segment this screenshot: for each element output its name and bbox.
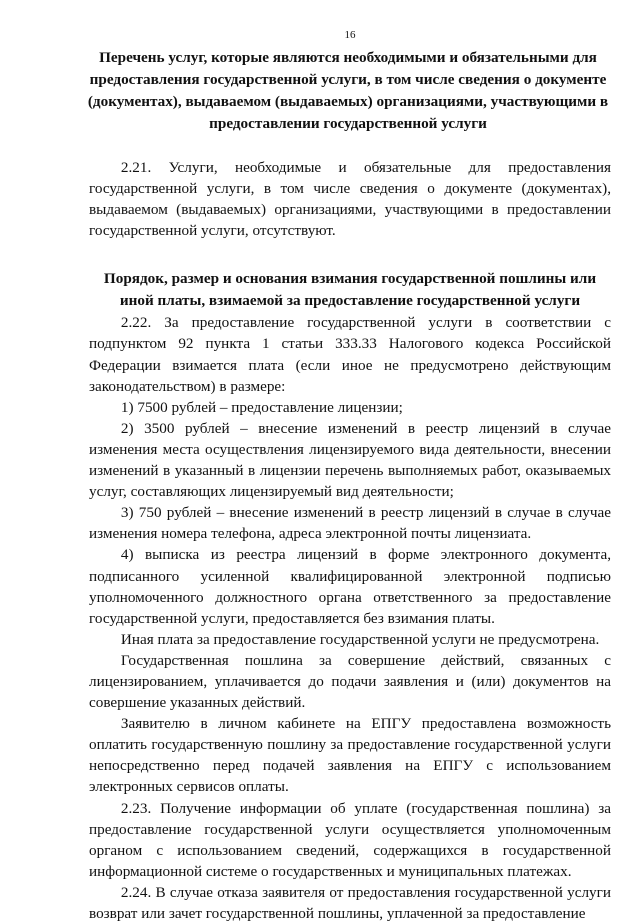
document-page	[89, 28, 611, 924]
paragraph-epgu-payment: Заявителю в личном кабинете на ЕПГУ предоставлена возможность оплатить государственную пошлину за предоставление государственной услуги непосредственно перед подачей заявления на ЕПГУ с использованием электронных сервисов оплаты.	[89, 715, 611, 796]
paragraph-2-21: 2.21. Услуги, необходимые и обязательные для предоставления государственной услуги, в том числе сведения о документе (документах), выдаваемом (выдаваемых) организациями, участвующими в предоставлении государственной услуги, отсутствуют.	[89, 159, 611, 240]
paragraph-fee-timing: Государственная пошлина за совершение действий, связанных с лицензированием, уплачивается до подачи заявления и (или) документов на совершение указанных действий.	[89, 651, 611, 712]
page-number: 16	[344, 29, 356, 41]
list-item-4: 4) выписка из реестра лицензий в форме электронного документа, подписанного усиленной квалифицированной электронной подписью уполномоченного должностного органа ответственного за предоставление государственной услуги, предоставляется без взимания платы.	[89, 546, 611, 627]
paragraph-2-22: 2.22. За предоставление государственной услуги в соответствии с подпунктом 92 пункта 1 статьи 333.33 Налогового кодекса Российской Федерации взимается плата (если иное не предусмотрено действующим законодательством) в размере:	[89, 314, 611, 395]
section-heading-state-fee: Порядок, размер и основания взимания государственной пошлины или иной платы, взимаемой за предоставление государственной услуги	[103, 270, 597, 310]
list-item-2: 2) 3500 рублей – внесение изменений в реестр лицензий в случае изменения места осуществления лицензируемого вида деятельности, внесении изменений в указанный в лицензии перечень выполняемых работ, оказываемых услуг, составляющих лицензируемый вид деятельности;	[89, 419, 611, 501]
paragraph-other-fee: Иная плата за предоставление государственной услуги не предусмотрена.	[120, 630, 600, 648]
spacer	[89, 135, 611, 157]
paragraph-2-23: 2.23. Получение информации об уплате (государственная пошлина) за предоставление государственной услуги осуществляется уполномоченным органом с использованием сведений, содержащихся в государственной информационной системе о государственных и муниципальных платежах.	[89, 799, 611, 880]
list-item-3: 3) 750 рублей – внесение изменений в реестр лицензий в случае в случае изменения номера телефона, адреса электронной почты лицензиата.	[89, 504, 611, 543]
section-heading-services: Перечень услуг, которые являются необходимыми и обязательными для предоставления государственной услуги, в том числе сведения о документе (документах), выдаваемом (выдаваемых) организациями, участвующими в предоставлении государственной услуги	[87, 49, 609, 132]
list-item-1: 1) 7500 рублей – предоставление лицензии;	[120, 398, 403, 416]
paragraph-2-24: 2.24. В случае отказа заявителя от предоставления государственной услуги возврат или зачет государственной пошлины, уплаченной за предоставление	[89, 883, 611, 922]
